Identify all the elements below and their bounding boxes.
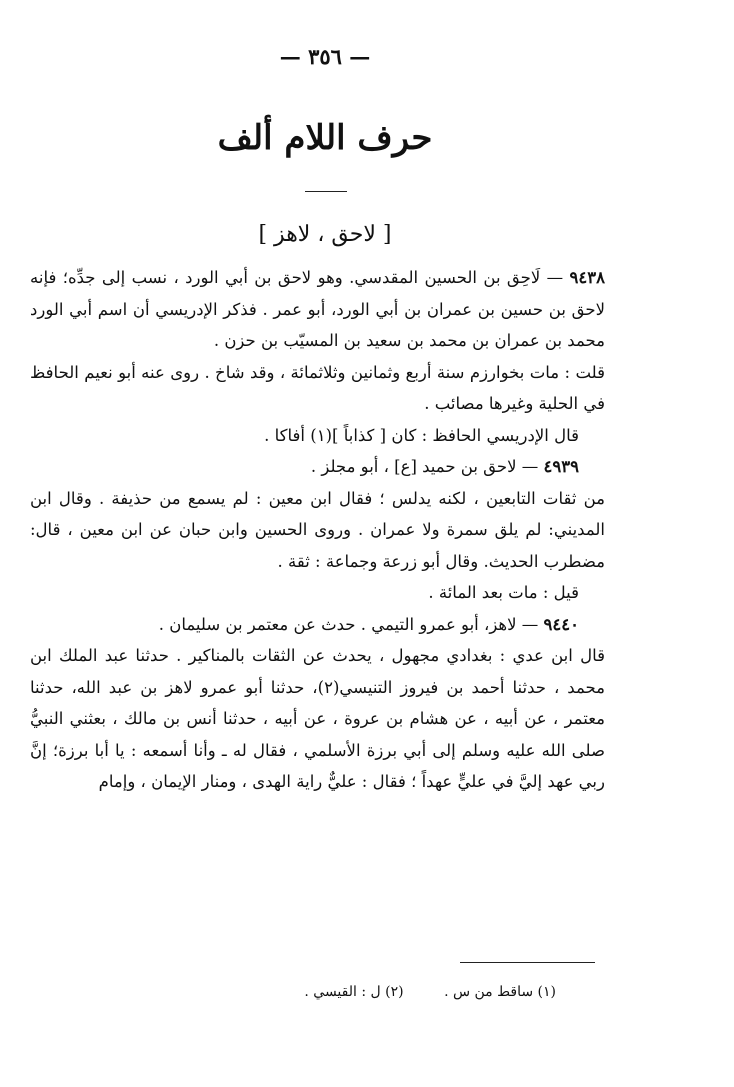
entry-paragraph — [30, 577, 605, 609]
entry-number: ٩٤٣٨ — [569, 268, 605, 287]
footnotes — [268, 984, 556, 1000]
entry-paragraph — [30, 420, 605, 452]
footnote: (١) ساقط من س . — [444, 984, 556, 1000]
body-text — [30, 262, 605, 798]
entry-number: ٩٤٤٠ — [543, 614, 579, 634]
entry-text: — لاحق بن حميد [ع] ، أبو مجلز . — [310, 457, 539, 476]
footnote-divider — [460, 962, 595, 963]
entry-paragraph — [30, 451, 605, 483]
entry-text: — لَاحِق بن الحسين المقدسي. وهو لاحق بن أبي الورد ، نسب إلى جدِّه؛ فإنه لاحق بن حسين بن عمران بن أبي الورد، أبو عمر . فذكر الإدريسي أن اسم أبي الورد محمد بن عمران بن محمد بن سعيد بن المسيّب بن حزن . — [30, 268, 605, 350]
page-number: — ٣٥٦ — — [279, 44, 371, 69]
footnote: (٢) ل : القيسي . — [304, 984, 404, 1000]
section-heading: [ لاحق ، لاهز ] — [258, 222, 392, 247]
entry-text: قال ابن عدي : بغدادي مجهول ، يحدث عن الثقات بالمناكير . حدثنا عبد الملك ابن محمد ، حدثنا أحمد بن فيروز التنيسي(٢)، حدثنا أبو عمرو لاهز بن عبد الله، حدثنا معتمر ، عن أبيه ، عن هشام بن عروة ، عن أبيه ، حدثنا أنس بن مالك ، بعثني النبيُّ صلى الله عليه وسلم إلى أبي برزة الأسلمي ، فقال له ـ وأنا أسمعه : يا أبا برزة؛ إنَّ ربي عهد إليَّ في عليٍّ عهداً ؛ فقال : عليٌّ راية الهدى ، ومنار الإيمان ، وإمام — [30, 646, 605, 791]
chapter-title: حرف اللام ألف — [217, 118, 433, 158]
entry-paragraph — [30, 357, 605, 420]
entry-number: ٤٩٣٩ — [543, 457, 579, 476]
entry-text: قلت : مات بخوارزم سنة أربع وثمانين وثلاثمائة ، وقد شاخ . روى عنه أبو نعيم الحافظ في الحلية وغيرها مصائب . — [30, 362, 605, 413]
entry-text: قيل : مات بعد المائة . — [428, 583, 579, 602]
entry-text: من ثقات التابعين ، لكنه يدلس ؛ فقال ابن معين : لم يسمع من حذيفة . وقال ابن المديني: لم يلق سمرة ولا عمران . وروى الحسين وابن حبان عن ابن معين ، قال: مضطرب الحديث. وقال أبو زرعة وجماعة : ثقة . — [30, 488, 605, 571]
entry-text: قال الإدريسي الحافظ : كان [ كذاباً ](١) أفاكا . — [264, 425, 579, 445]
entry-paragraph — [30, 483, 605, 578]
entry-text: — لاهز، أبو عمرو التيمي . حدث عن معتمر بن سليمان . — [158, 614, 539, 634]
entry-paragraph — [30, 262, 605, 357]
entry-paragraph — [30, 640, 605, 798]
title-divider — [305, 191, 347, 192]
entry-paragraph — [30, 609, 605, 641]
